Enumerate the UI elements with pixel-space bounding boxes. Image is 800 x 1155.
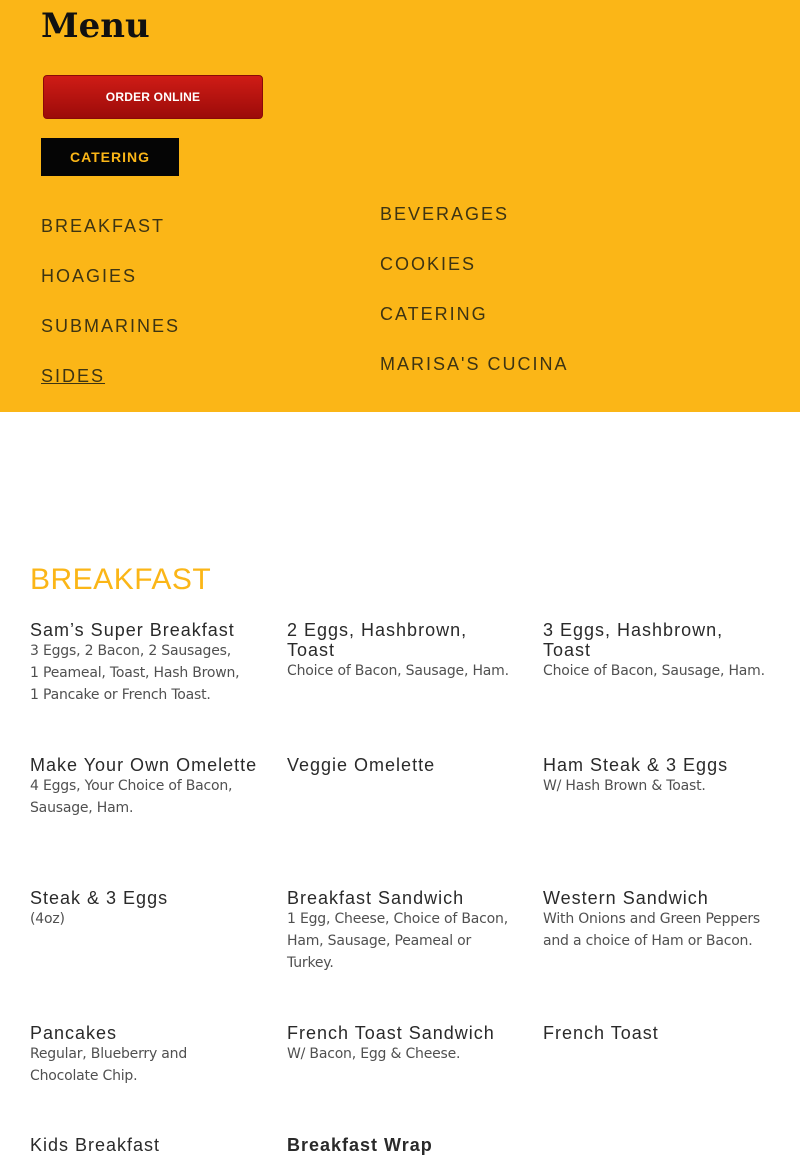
- menu-item-description: With Onions and Green Peppers and a choice of Ham or Bacon.: [543, 911, 761, 949]
- page-title: Menu: [41, 6, 150, 46]
- menu-item-description: W/ Bacon, Egg & Cheese.: [287, 1046, 461, 1062]
- nav-link-marisas-cucina[interactable]: MARISA'S CUCINA: [380, 354, 569, 374]
- menu-item-name: Breakfast Wrap: [287, 1135, 433, 1155]
- menu-item-name: French Toast: [543, 1023, 659, 1043]
- menu-item: [30, 888, 260, 930]
- menu-item-name: Pancakes: [30, 1023, 118, 1043]
- nav-link-sides[interactable]: SIDES: [41, 366, 106, 386]
- menu-item-name: 3 Eggs, Hashbrown, Toast: [543, 620, 724, 660]
- menu-item-name: Ham Steak & 3 Eggs: [543, 755, 729, 775]
- menu-item: [543, 1023, 773, 1043]
- menu-item-name: Sam’s Super Breakfast: [30, 620, 235, 640]
- menu-item: [543, 888, 773, 952]
- menu-item: [30, 1135, 260, 1155]
- menu-item-name: French Toast Sandwich: [287, 1023, 495, 1043]
- menu-item: [543, 755, 773, 797]
- menu-item-description: W/ Hash Brown & Toast.: [543, 778, 706, 794]
- menu-item: [30, 1023, 260, 1087]
- menu-item: [287, 1135, 517, 1155]
- nav-link-beverages[interactable]: BEVERAGES: [380, 204, 510, 224]
- menu-item-name: Steak & 3 Eggs: [30, 888, 169, 908]
- nav-link-breakfast[interactable]: BREAKFAST: [41, 216, 166, 236]
- menu-item: [287, 888, 517, 974]
- nav-link-cookies[interactable]: COOKIES: [380, 254, 477, 274]
- order-online-button[interactable]: ORDER ONLINE: [43, 75, 263, 119]
- nav-link-catering[interactable]: CATERING: [380, 304, 488, 324]
- header-banner: [0, 0, 800, 412]
- section-title: BREAKFAST: [30, 563, 212, 596]
- menu-item-description: Regular, Blueberry and Chocolate Chip.: [30, 1046, 188, 1084]
- menu-item-description: 1 Egg, Cheese, Choice of Bacon, Ham, Sausage, Peameal or Turkey.: [287, 911, 508, 971]
- menu-item: [543, 620, 773, 682]
- menu-item: [287, 755, 517, 775]
- menu-item-description: (4oz): [30, 911, 65, 927]
- menu-item: [287, 620, 517, 682]
- menu-item-name: Kids Breakfast: [30, 1135, 161, 1155]
- menu-item-description: Choice of Bacon, Sausage, Ham.: [543, 663, 765, 679]
- menu-item-name: Veggie Omelette: [287, 755, 436, 775]
- menu-item-description: 3 Eggs, 2 Bacon, 2 Sausages, 1 Peameal, Toast, Hash Brown, 1 Pancake or French Toast.: [30, 643, 240, 703]
- menu-item-name: Breakfast Sandwich: [287, 888, 465, 908]
- menu-item-description: Choice of Bacon, Sausage, Ham.: [287, 663, 509, 679]
- menu-item-name: Western Sandwich: [543, 888, 709, 908]
- menu-item-name: 2 Eggs, Hashbrown, Toast: [287, 620, 468, 660]
- menu-item: [30, 620, 260, 706]
- nav-link-hoagies[interactable]: HOAGIES: [41, 266, 138, 286]
- menu-item-description: 4 Eggs, Your Choice of Bacon, Sausage, Ham.: [30, 778, 233, 816]
- catering-button[interactable]: CATERING: [41, 138, 179, 176]
- menu-item: [287, 1023, 517, 1065]
- nav-link-submarines[interactable]: SUBMARINES: [41, 316, 181, 336]
- menu-item-name: Make Your Own Omelette: [30, 755, 258, 775]
- menu-item: [30, 755, 260, 819]
